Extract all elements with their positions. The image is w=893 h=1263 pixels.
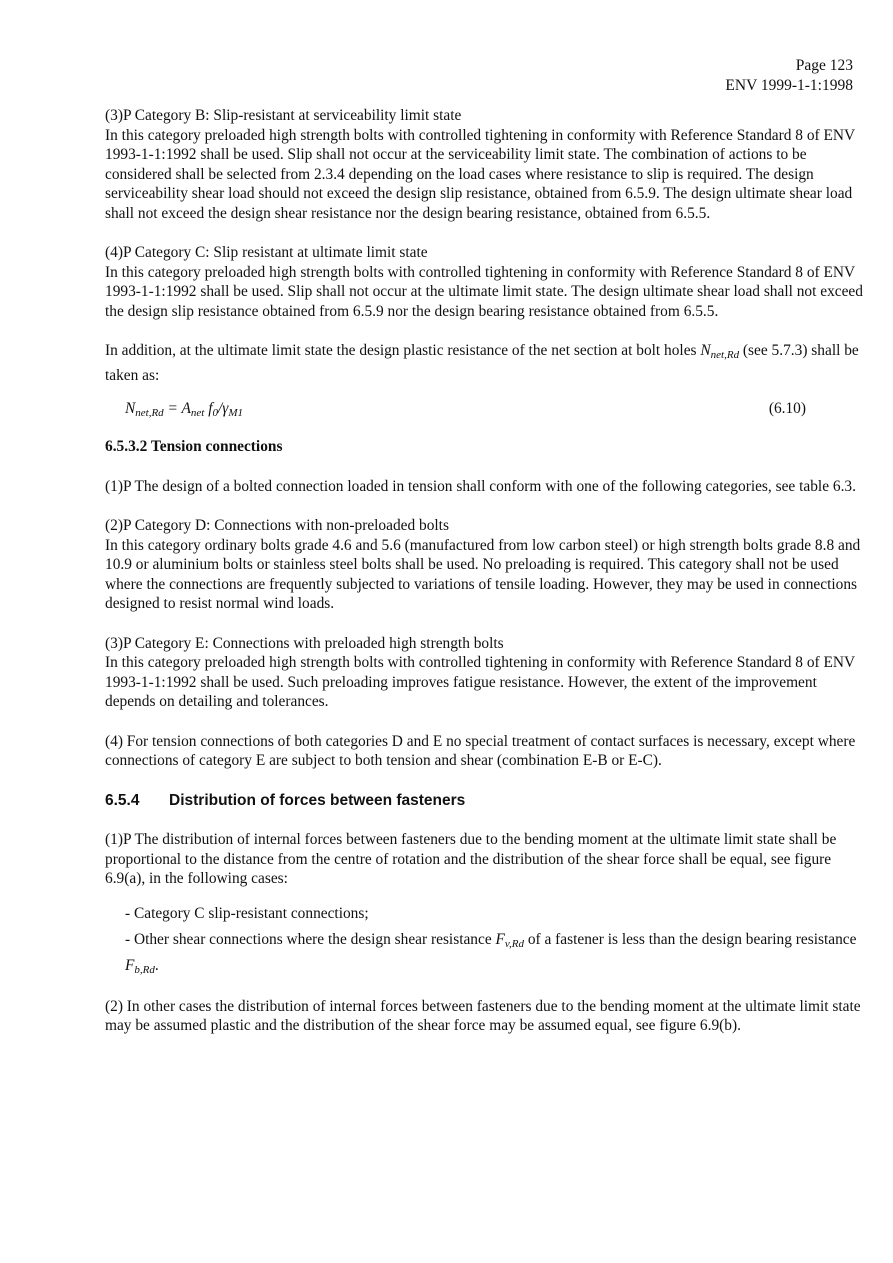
distribution-paragraph-2: (2) In other cases the distribution of internal forces between fasteners due to the bending moment at the ultimate limit state may be assumed plastic and the distribution of the shear force may be assumed equal, see figure 6.9(b). [105,997,861,1034]
category-b-paragraph [105,106,863,223]
page-number: Page 123 [795,57,853,74]
distribution-paragraph-1: (1)P The distribution of internal forces between fasteners due to the bending moment at the ultimate limit state shall be proportional to the distance from the centre of rotation and the distribution of the shear force shall be equal, see figure 6.9(a), in the following cases: [105,831,837,887]
category-c-text: In this category preloaded high strength bolts with controlled tightening in conformity with Reference Standard 8 of ENV 1993-1-1:1992 shall be used. Slip shall not occur at the ultimate limit state. The design ultimate shear load shall not exceed the design slip resistance obtained from 6.5.9 nor the design bearing resistance obtained from 6.5.5. [105,263,863,320]
net-section-paragraph: In addition, at the ultimate limit state the design plastic resistance of the net section at bolt holes $N_{net,Rd}$ (see 5.7.3) shall be taken as: [105,342,859,384]
page-body [105,106,863,1056]
category-b-text: In this category preloaded high strength bolts with controlled tightening in conformity with Reference Standard 8 of ENV 1993-1-1:1992 shall be used. Slip shall not occur at the serviceability limit state. The combination of actions to be considered shall be selected from 2.3.4 depending on the load cases where resistance to slip is required. The design serviceability shear load should not exceed the design slip resistance, obtained from 6.5.9. The design ultimate shear load shall not exceed the design shear resistance nor the design bearing resistance, obtained from 6.5.5. [105,126,855,222]
category-d-text: In this category ordinary bolts grade 4.6 and 5.6 (manufactured from low carbon steel) or high strength bolts grade 8.8 and 10.9 or aluminium bolts or stainless steel bolts shall be used. No preloading is required. This category shall not be used where the connections are frequently subjected to variations of tensile loading. However, they may be used in connections designed to resist normal wind loads. [105,536,861,612]
standard-reference: ENV 1999-1-1:1998 [725,77,853,94]
section-title: Distribution of forces between fasteners [169,791,466,809]
list-item: - Category C slip-resistant connections; [125,904,369,922]
cases-list [105,903,863,981]
tension-intro-paragraph: (1)P The design of a bolted connection loaded in tension shall conform with one of the following categories, see table 6.3. [105,477,856,495]
page-header [725,56,853,96]
category-e-paragraph [105,634,863,712]
section-number: 6.5.4 [105,791,140,809]
list-item: - Other shear connections where the design shear resistance $F_{v,Rd}$ of a fastener is less than the design bearing resistance $F_{b,Rd}$. [125,930,857,976]
contact-surfaces-paragraph: (4) For tension connections of both categories D and E no special treatment of contact surfaces is necessary, except where connections of category E are subject to both tension and shear (combination E-B or E-C). [105,732,856,769]
section-heading-6-5-4 [105,791,863,811]
category-c-paragraph [105,243,863,321]
category-c-title: (4)P Category C: Slip resistant at ultimate limit state [105,244,428,261]
category-e-text: In this category preloaded high strength bolts with controlled tightening in conformity with Reference Standard 8 of ENV 1993-1-1:1992 shall be used. Such preloading improves fatigue resistance. However, the extent of the improvement depends on detailing and tolerances. [105,654,855,710]
category-b-title: (3)P Category B: Slip-resistant at serviceability limit state [105,107,462,124]
category-e-title: (3)P Category E: Connections with preloaded high strength bolts [105,634,504,652]
section-heading-6-5-3-2: 6.5.3.2 Tension connections [105,438,283,455]
equation-number: (6.10) [768,400,806,417]
equation-6-10 [105,399,863,419]
category-d-paragraph [105,516,863,614]
category-d-title: (2)P Category D: Connections with non-preloaded bolts [105,517,449,534]
equation-expression: $N_{net,Rd} = A_{net}$ $f_0/\gamma_{M1}$ [125,400,243,419]
